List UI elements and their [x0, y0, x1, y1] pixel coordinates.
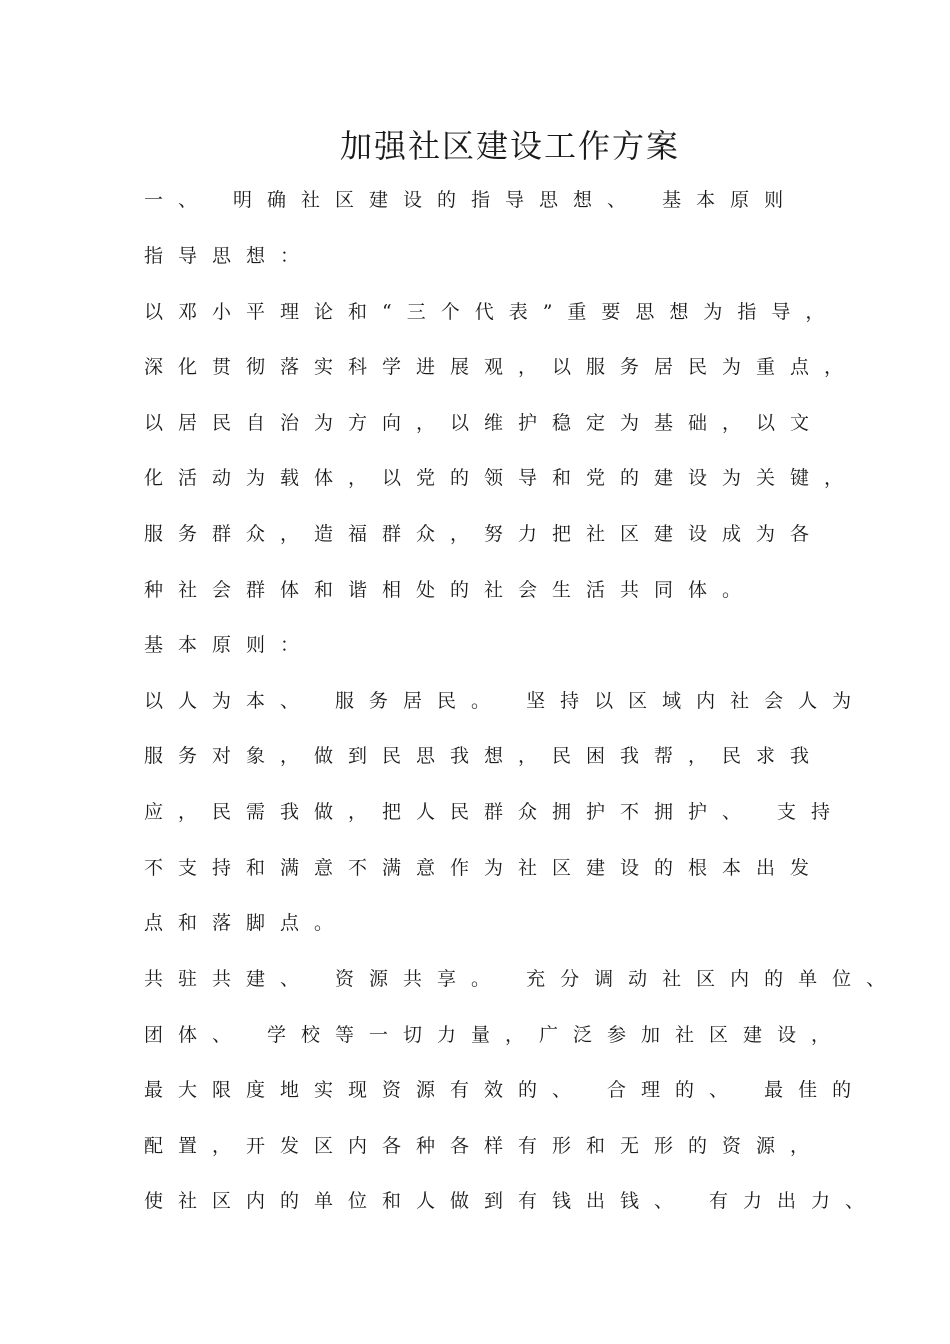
text-line: 团体、 学校等一切力量，广泛参加社区建设，: [144, 1024, 846, 1046]
text-line: 指导思想：: [144, 245, 315, 267]
text-line: 使社区内的单位和人做到有钱出钱、 有力出力、: [144, 1190, 880, 1212]
text-line: 以邓小平理论和“三个代表”重要思想为指导，: [144, 301, 840, 323]
text-line: 不支持和满意不满意作为社区建设的根本出发: [144, 857, 825, 879]
text-line: 服务对象，做到民思我想，民困我帮，民求我: [144, 745, 825, 767]
text-line: 一、 明确社区建设的指导思想、 基本原则: [144, 189, 799, 211]
text-line: 共驻共建、 资源共享。 充分调动社区内的单位、: [144, 968, 901, 990]
text-line: 化活动为载体，以党的领导和党的建设为关键，: [144, 467, 859, 489]
document-title: 加强社区建设工作方案: [339, 127, 680, 165]
text-line: 配置，开发区内各种各样有形和无形的资源，: [144, 1135, 825, 1157]
text-line: 以人为本、 服务居民。 坚持以区域内社会人为: [144, 690, 867, 712]
text-line: 以居民自治为方向，以维护稳定为基础，以文: [144, 412, 825, 434]
text-line: 基本原则：: [144, 634, 315, 656]
text-line: 深化贯彻落实科学进展观，以服务居民为重点，: [144, 356, 859, 378]
text-line: 点和落脚点。: [144, 912, 349, 934]
text-line: 种社会群体和谐相处的社会生活共同体。: [144, 579, 757, 601]
text-line: 应，民需我做，把人民群众拥护不拥护、 支持: [144, 801, 846, 823]
text-line: 最大限度地实现资源有效的、 合理的、 最佳的: [144, 1079, 867, 1101]
text-line: 服务群众，造福群众，努力把社区建设成为各: [144, 523, 825, 545]
